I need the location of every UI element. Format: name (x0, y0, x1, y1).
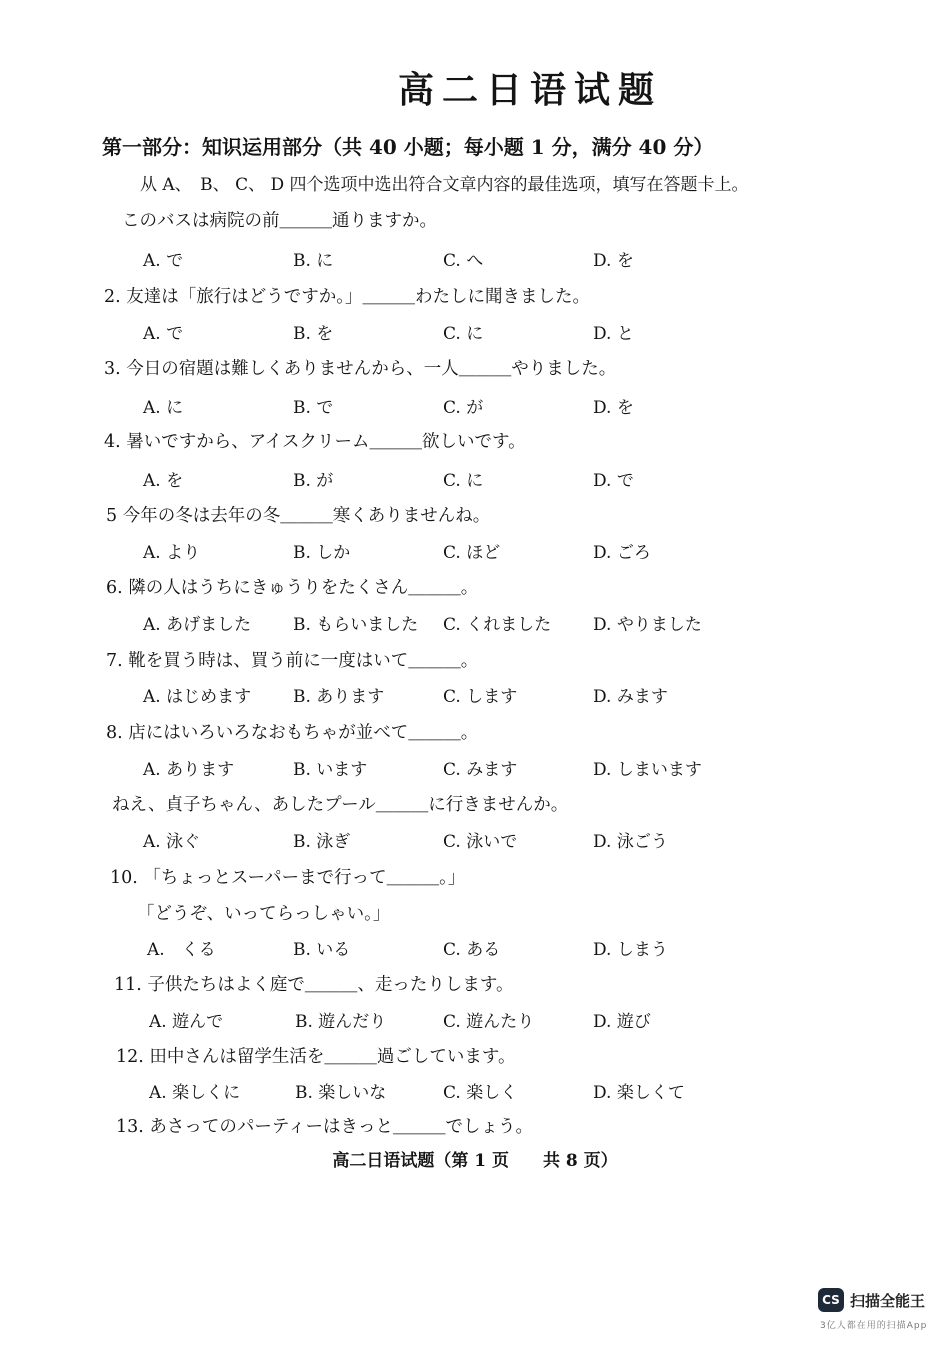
question-7-option-a: A. はじめます (143, 687, 252, 707)
question-12-option-c: C. 楽しく (443, 1083, 518, 1103)
watermark-tagline: 3亿人都在用的扫描App (820, 1321, 928, 1331)
question-8-option-a: A. あります (143, 760, 235, 780)
question-8-option-c: C. みます (443, 760, 518, 780)
watermark-name: 扫描全能王 (850, 1292, 926, 1310)
question-10-option-d: D. しまう (593, 940, 668, 960)
question-12-stem: 12. 田中さんは留学生活を＿＿＿過ごしています。 (116, 1047, 516, 1067)
question-4-stem: 4. 暑いですから、アイスクリーム＿＿＿欲しいです。 (104, 432, 526, 452)
question-10-stem: 10. 「ちょっとスーパーまで行って＿＿＿。」 (110, 868, 466, 888)
question-8-option-d: D. しまいます (593, 760, 702, 780)
question-12-option-d: D. 楽しくて (593, 1083, 685, 1103)
question-5-option-c: C. ほど (443, 543, 501, 563)
question-6-option-c: C. くれました (443, 615, 552, 635)
question-13-stem: 13. あさってのパーティーはきっと＿＿＿でしょう。 (116, 1117, 533, 1137)
question-3-option-d: D. を (593, 398, 634, 418)
question-1-stem: このバスは病院の前＿＿＿通りますか。 (122, 211, 437, 231)
question-11-option-b: B. 遊んだり (295, 1012, 387, 1032)
question-10-option-a: A. くる (147, 940, 216, 960)
question-1-option-b: B. に (293, 251, 334, 271)
question-8-stem: 8. 店にはいろいろなおもちゃが並べて＿＿＿。 (106, 723, 479, 743)
question-2-option-d: D. と (593, 324, 634, 344)
question-5-option-b: B. しか (293, 543, 351, 563)
question-4-option-d: D. で (593, 471, 634, 491)
question-3-stem: 3. 今日の宿題は難しくありませんから、一人＿＿＿やりました。 (104, 359, 617, 379)
instruction: 从 A、 B、 C、 D 四个选项中选出符合文章内容的最佳选项，填写在答题卡上。 (140, 175, 749, 195)
question-11-stem: 11. 子供たちはよく庭で＿＿＿、走ったりします。 (114, 975, 514, 995)
question-6-stem: 6. 隣の人はうちにきゅうりをたくさん＿＿＿。 (106, 578, 479, 598)
question-9-stem: ねえ、貞子ちゃん、あしたプール＿＿＿に行きませんか。 (112, 795, 569, 815)
page-title: 高二日语试题 (397, 69, 662, 111)
question-9-option-d: D. 泳ごう (593, 832, 668, 852)
camscanner-logo-icon: CS (818, 1288, 844, 1312)
question-8-option-b: B. います (293, 760, 368, 780)
question-2-option-c: C. に (443, 324, 484, 344)
question-4-option-b: B. が (293, 471, 334, 491)
question-6-option-a: A. あげました (143, 615, 252, 635)
question-5-option-a: A. より (143, 543, 201, 563)
question-6-option-d: D. やりました (593, 615, 702, 635)
question-9-option-b: B. 泳ぎ (293, 832, 351, 852)
question-9-option-c: C. 泳いで (443, 832, 518, 852)
question-4-option-a: A. を (143, 471, 184, 491)
question-6-option-b: B. もらいました (293, 615, 419, 635)
question-9-option-a: A. 泳ぐ (143, 832, 201, 852)
question-1-option-a: A. で (143, 251, 184, 271)
question-10-reply: 「どうぞ、いってらっしゃい。」 (137, 904, 391, 924)
question-1-option-d: D. を (593, 251, 634, 271)
section-heading: 第一部分：知识运用部分（共 40 小题；每小题 1 分，满分 40 分） (102, 135, 714, 159)
question-4-option-c: C. に (443, 471, 484, 491)
question-11-option-d: D. 遊び (593, 1012, 651, 1032)
question-11-option-a: A. 遊んで (149, 1012, 224, 1032)
question-2-option-b: B. を (293, 324, 334, 344)
question-10-option-c: C. ある (443, 940, 501, 960)
question-5-option-d: D. ごろ (593, 543, 651, 563)
question-10-option-b: B. いる (293, 940, 351, 960)
question-12-option-b: B. 楽しいな (295, 1083, 387, 1103)
question-11-option-c: C. 遊んたり (443, 1012, 535, 1032)
question-3-option-b: B. で (293, 398, 334, 418)
question-7-option-c: C. します (443, 687, 518, 707)
question-7-stem: 7. 靴を買う時は、買う前に一度はいて＿＿＿。 (106, 651, 479, 671)
question-7-option-d: D. みます (593, 687, 668, 707)
question-2-stem: 2. 友達は「旅行はどうですか。」＿＿＿わたしに聞きました。 (104, 287, 591, 307)
question-12-option-a: A. 楽しくに (149, 1083, 241, 1103)
question-7-option-b: B. あります (293, 687, 385, 707)
question-2-option-a: A. で (143, 324, 184, 344)
question-3-option-a: A. に (143, 398, 184, 418)
page-footer: 高二日语试题（第 1 页 共 8 页） (332, 1151, 618, 1171)
question-5-stem: 5 今年の冬は去年の冬＿＿＿寒くありませんね。 (106, 506, 491, 526)
question-3-option-c: C. が (443, 398, 484, 418)
question-1-option-c: C. へ (443, 251, 484, 271)
